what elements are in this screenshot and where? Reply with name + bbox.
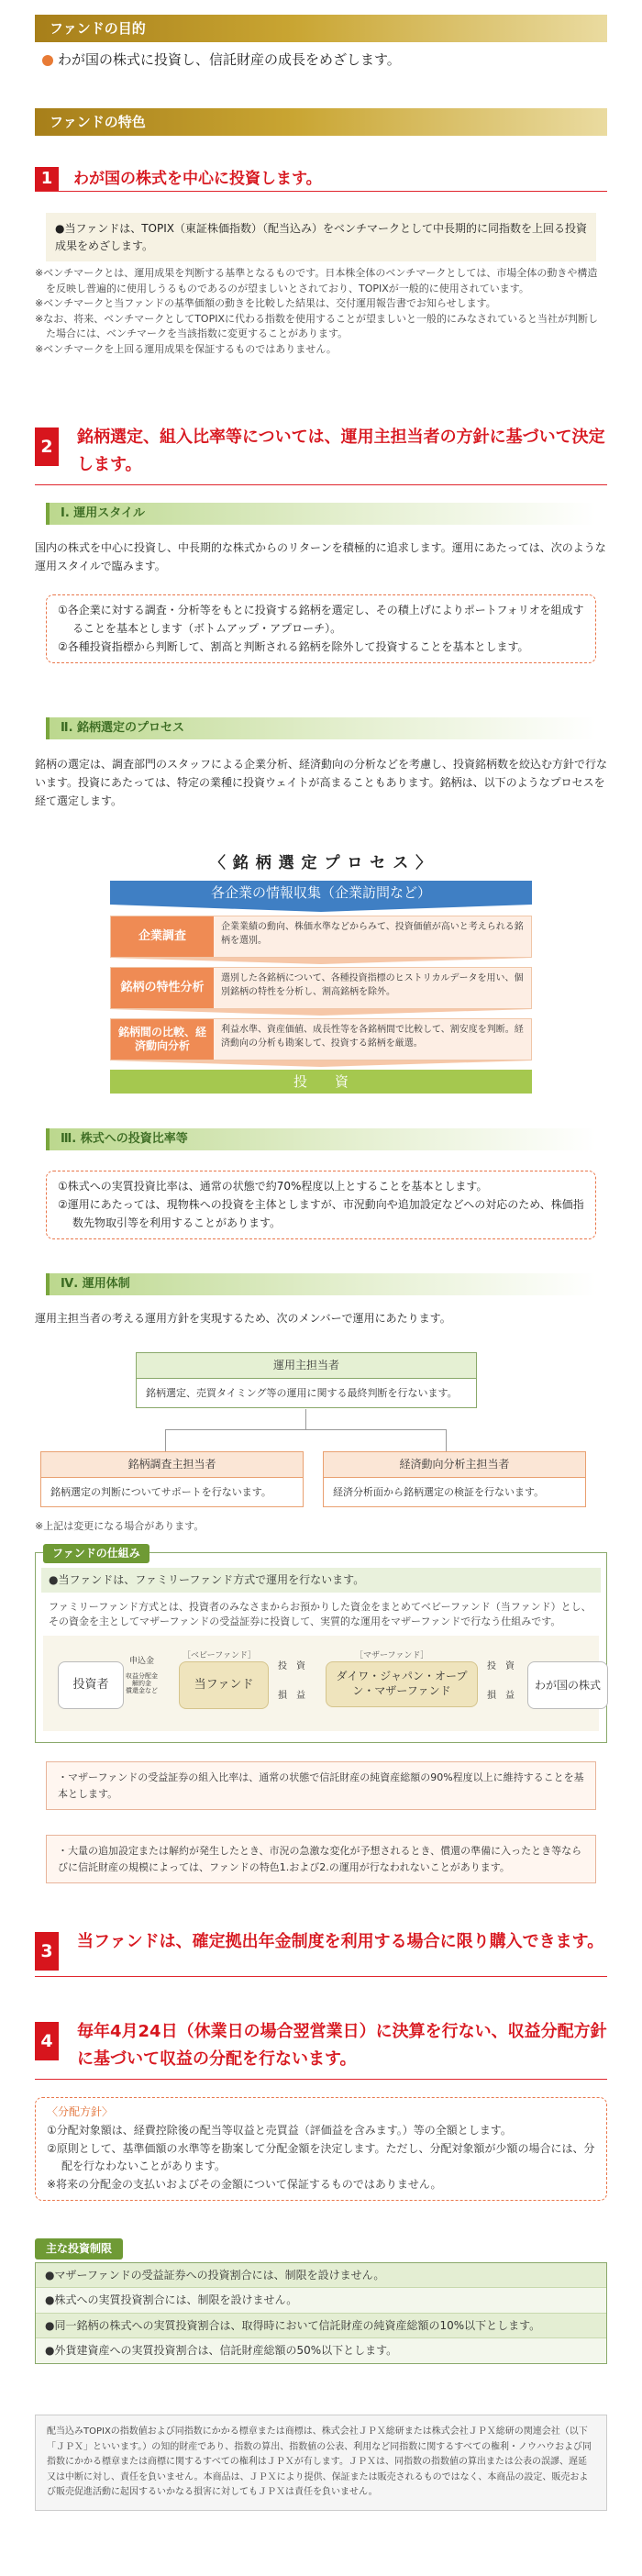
features-heading: ファンドの特色	[35, 108, 607, 136]
scheme-diagram: 投資者 申込金 収益分配金 解約金 償還金など ［ベビーファンド］ 当ファンド 投 資 損 益 ［マザーファンド］ ダイワ・ジャパン・オープン・マザーファンド 投 資 損 益 わが国の株式	[43, 1636, 599, 1731]
org-change-note: ※上記は変更になる場合があります。	[35, 1520, 205, 1532]
benchmark-box: ●当ファンドは、TOPIX（東証株価指数）（配当込み）をベンチマークとして中長期的に同指数を上回る投資成果をめざします。	[46, 213, 596, 261]
target-box: わが国の株式	[527, 1661, 608, 1709]
feature-4-heading	[35, 2018, 607, 2080]
section-team-heading: Ⅳ. 運用体制	[46, 1273, 596, 1295]
style-text: 国内の株式を中心に投資し、中長期的な株式からのリターンを積極的に追求します。運用にあたっては、次のような運用スタイルで臨みます。	[35, 541, 606, 572]
ratio-list: ①株式への実質投資比率は、通常の状態で約70%程度以上とすることを基本とします。 ②運用にあたっては、現物株への投資を主体としますが、市況動向や追加設定などへの対応のため、株価指数先物取引等を利用することがあります。	[46, 1171, 596, 1239]
org-main: 運用主担当者 銘柄選定、売買タイミング等の運用に関する最終判断を行ないます。	[136, 1352, 477, 1408]
section-style-heading: Ⅰ. 運用スタイル	[46, 503, 596, 525]
scheme-lead: ●当ファンドは、ファミリーファンド方式で運用を行ないます。	[41, 1568, 601, 1593]
process-title: 〈 銘 柄 選 定 プ ロ セ ス 〉	[209, 854, 433, 872]
scheme-tag: ファンドの仕組み	[43, 1544, 149, 1563]
feature-title: 銘柄選定、組入比率等については、運用主担当者の方針に基づいて決定します。	[77, 427, 605, 474]
feature-number: 4	[35, 2022, 59, 2060]
distribution-policy: 〈分配方針〉 ①分配対象額は、経費控除後の配当等収益と売買益（評価益を含みます。）等の全額とします。 ②原則として、基準価額の水準等を勘案して分配金額を決定します。ただし、分配対象額が少額の場合には、分配を行なわないことがあります。 ※将来の分配金の支払いおよびその金額について保証するものではありません。	[35, 2097, 607, 2201]
style-list: ①各企業に対する調査・分析等をもとに投資する銘柄を選定し、その積上げによりポートフォリオを組成することを基本とします（ボトムアップ・アプローチ）。 ②各種投資指標から判断して、割高と判断される銘柄を除外して投資することを基本とします。	[46, 594, 596, 663]
disclaimer: 配当込みTOPIXの指数値および同指数にかかる標章または商標は、株式会社ＪＰＸ総研または株式会社ＪＰＸ総研の関連会社（以下「ＪＰＸ」といいます。）の知的財産であり、指数の算出、指数値の公表、利用など同指数に関するすべての権利・ノウハウおよび同指数にかかる標章または商標に関するすべての権利はＪＰＸが有します。ＪＰＸは、同指数の指数値の算出または公表の誤謬、遅延又は中断に対し、責任を負いません。本商品は、ＪＰＸにより提供、保証または販売されるものではなく、本商品の設定、販売および販売促進活動に起因するいかなる損害に対してもＪＰＸは責任を負いません。	[35, 2415, 607, 2511]
bullet-dot-icon	[42, 55, 53, 66]
feature-title: わが国の株式を中心に投資します。	[73, 170, 322, 188]
section-ratio-heading: Ⅲ. 株式への投資比率等	[46, 1128, 596, 1150]
org-left: 銘柄調査主担当者 銘柄選定の判断についてサポートを行ないます。	[40, 1451, 304, 1507]
process-diagram	[0, 851, 642, 1094]
investor-box: 投資者	[58, 1661, 124, 1709]
purpose-text: わが国の株式に投資し、信託財産の成長をめざします。	[35, 42, 607, 71]
section-process-heading: Ⅱ. 銘柄選定のプロセス	[46, 717, 596, 739]
feature-title: 毎年4月24日（休業日の場合翌営業日）に決算を行ない、収益分配方針に基づいて収益の分配を行ないます。	[77, 2022, 607, 2069]
feature-title: 当ファンドは、確定拠出年金制度を利用する場合に限り購入できます。	[77, 1932, 604, 1951]
feature-number: 3	[35, 1932, 59, 1971]
scheme-text: ファミリーファンド方式とは、投資者のみなさまからお預かりした資金をまとめてベビーファンド（当ファンド）とし、その資金を主としてマザーファンドの受益証券に投資して、実質的な運用をマザーファンドで行なう仕組みです。	[49, 1600, 592, 1628]
investment-limits: 主な投資制限 ●マザーファンドの受益証券への投資割合には、制限を設けません。 ●株式への実質投資割合には、制限を設けません。 ●同一銘柄の株式への実質投資割合は、取得時において信託財産の純資産総額の10%以下とします。 ●外貨建資産への実質投資割合は、信託財産総額の50%以下とします。	[0, 2238, 642, 2364]
org-right: 経済動向分析主担当者 経済分析面から銘柄選定の検証を行ないます。	[323, 1451, 586, 1507]
process-step-2: 銘柄の特性分析 選別した各銘柄について、各種投資指標のヒストリカルデータを用い、個別銘柄の特性を分析し、割高銘柄を除外。	[110, 967, 532, 1009]
process-bottom: 投 資	[110, 1070, 532, 1094]
process-top: 各企業の情報収集（企業訪問など）	[110, 881, 532, 905]
fund-scheme	[0, 1547, 642, 1743]
feature-3-heading	[35, 1928, 607, 1977]
benchmark-notes: ※ベンチマークとは、運用成果を判断する基準となるものです。日本株全体のベンチマークとしては、市場全体の動きや構造を反映し普遍的に使用しうるものであるのが望ましいとされており、TOPIXが一般的に使用されています。 ※ベンチマークと当ファンドの基準価額の動きを比較した結果は、交付運用報告書でお知らせします。 ※なお、将来、ベンチマークとしてTOPIXに代わる指数を使用することが望ましいと一般的にみなされていると当社が判断した場合には、ベンチマークを当該指数に変更することがあります。 ※ベンチマークを上回る運用成果を保証するものではありません。	[35, 267, 599, 355]
process-step-1: 企業調査 企業業績の動向、株価水準などからみて、投資価値が高いと考えられる銘柄を選別。	[110, 916, 532, 958]
process-text: 銘柄の選定は、調査部門のスタッフによる企業分析、経済動向の分析などを考慮し、投資銘柄数を絞込む方針で行ないます。投資にあたっては、特定の業種に投資ウェイトが高まることもあります。銘柄は、以下のようなプロセスを経て選定します。	[35, 758, 608, 807]
feature-2-heading	[35, 424, 607, 485]
feature-number: 1	[35, 167, 59, 191]
process-step-3: 銘柄間の比較、経済動向分析 利益水準、資産価値、成長性等を各銘柄間で比較して、割安度を判断。経済動向の分析も勘案して、投資する銘柄を厳選。	[110, 1018, 532, 1060]
team-text: 運用主担当者の考える運用方針を実現するため、次のメンバーで運用にあたります。	[35, 1312, 451, 1325]
purpose-heading: ファンドの目的	[35, 15, 607, 42]
mother-fund-box: ダイワ・ジャパン・オープン・マザーファンド	[326, 1661, 478, 1707]
feature-number: 2	[35, 427, 59, 466]
scheme-note-2: ・大量の追加設定または解約が発生したとき、市況の急激な変化が予想されるとき、償還の準備に入ったとき等ならびに信託財産の規模によっては、ファンドの特色1.および2.の運用が行なわれないことがあります。	[46, 1835, 596, 1883]
baby-fund-box: 当ファンド	[179, 1661, 269, 1709]
feature-1-heading	[35, 167, 607, 192]
scheme-note-1: ・マザーファンドの受益証券の組入比率は、通常の状態で信託財産の純資産総額の90%程度以上に維持することを基本とします。	[46, 1761, 596, 1810]
